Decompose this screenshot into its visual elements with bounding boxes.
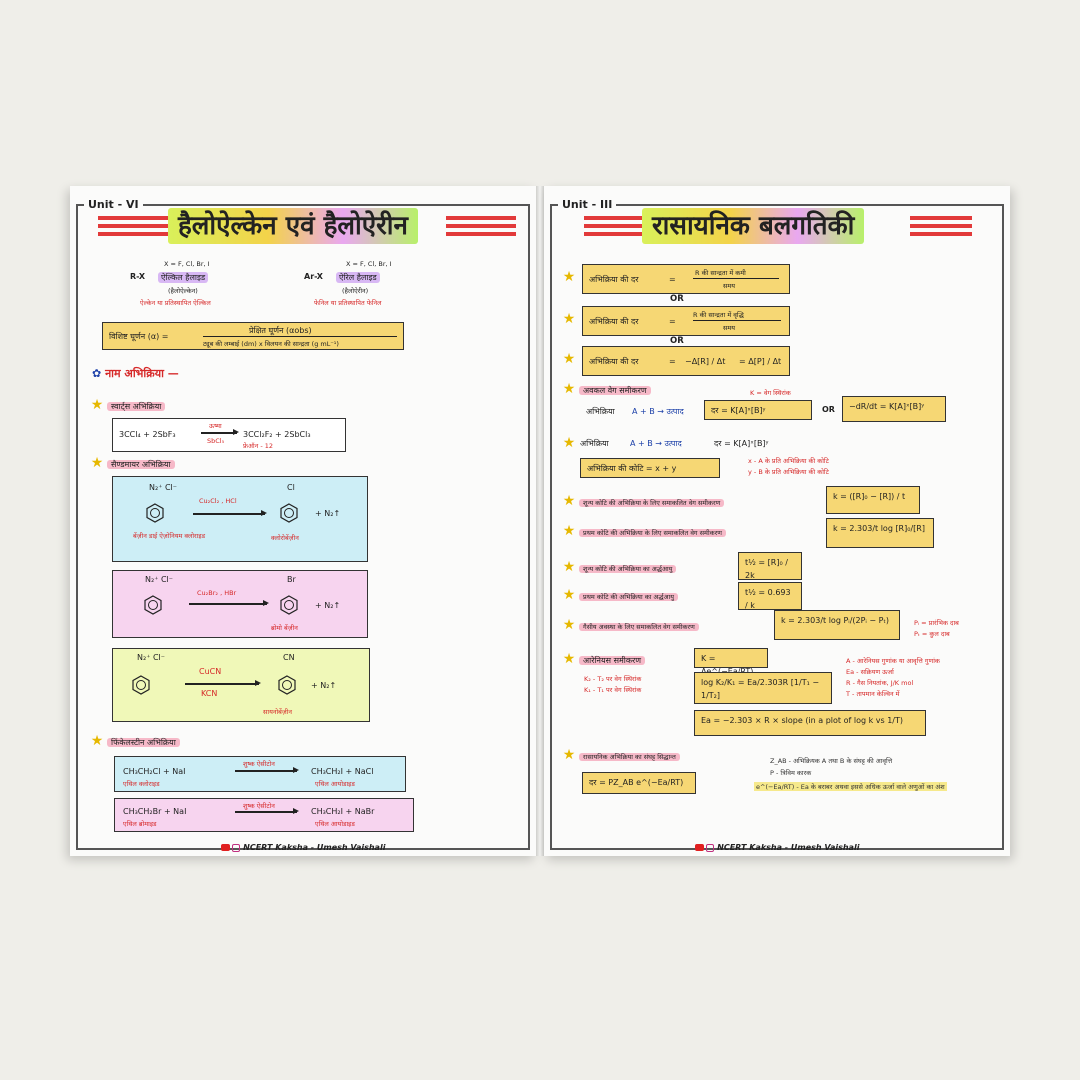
swarts-heading-text: स्वार्ट्स अभिक्रिया [107, 402, 165, 411]
star-icon: ★ [90, 455, 104, 471]
unit-label: Unit - VI [84, 198, 143, 211]
first-order-int-text: प्रथम कोटि की अभिक्रिया के लिए समाकलित वेग समीकरण [579, 529, 726, 537]
or-label: OR [822, 405, 835, 414]
unit-label: Unit - III [558, 198, 616, 211]
reactant-label: N₂⁺ Cl⁻ [145, 575, 173, 584]
arx-name: ऐरिल हैलाइड [336, 272, 380, 283]
footer-text: NCERT Kaksha - Umesh Vaishali [243, 843, 386, 852]
rate-label: अभिक्रिया की दर [589, 317, 639, 326]
zero-order-int-formula: k = ([R]₀ − [R]) / t [826, 486, 920, 514]
swarts-lhs: 3CCl₄ + 2SbF₃ [119, 430, 176, 439]
left-page [70, 186, 536, 856]
named-reactions-text: नाम अभिक्रिया — [105, 367, 179, 380]
rx-name: ऐल्किल हैलाइड [158, 272, 208, 283]
arrhenius-left-note-2: K₁ - T₁ पर वेग स्थिरांक [584, 686, 642, 694]
benzene-ring-icon [143, 595, 163, 615]
differential-heading-text: अवकल वेग समीकरण [579, 386, 651, 395]
product-label: CN [283, 653, 295, 662]
reaction-label: अभिक्रिया [580, 439, 609, 448]
collision-heading [562, 748, 680, 762]
star-icon: ★ [562, 523, 576, 539]
bullet-icon: ✿ [92, 367, 102, 380]
specific-rotation-label: विशिष्ट घूर्णन (α) = [109, 332, 169, 341]
first-half-formula: t½ = 0.693 / k [738, 582, 802, 610]
fink-lhs-name: एथिल क्लोराइड [123, 780, 160, 788]
order-note-2: y - B के प्रति अभिक्रिया की कोटि [748, 468, 829, 476]
reagent-label-2: KCN [201, 689, 218, 698]
k-note: K = वेग स्थिरांक [750, 389, 791, 397]
star-icon: ★ [562, 269, 576, 285]
gas-formula: k = 2.303/t log Pᵢ/(2Pᵢ − Pₜ) [774, 610, 900, 640]
title-stripes-right [446, 216, 516, 236]
page-frame-right [528, 204, 530, 850]
star-icon: ★ [90, 733, 104, 749]
arrhenius-left-note-1: K₂ - T₂ पर वेग स्थिरांक [584, 675, 642, 683]
sandmeyer-heading-text: सैण्डमायर अभिक्रिया [107, 460, 175, 469]
reaction-arrow [193, 513, 265, 515]
specific-rotation-denominator: ट्यूब की लम्बाई (dm) x विलयन की सान्द्रता (g mL⁻¹) [203, 340, 339, 348]
star-icon: ★ [562, 351, 576, 367]
star-icon: ★ [562, 587, 576, 603]
swarts-note: फ्रेऑन - 12 [243, 442, 274, 450]
specific-rotation-box [102, 322, 404, 350]
product-name: क्लोरोबेंज़ीन [271, 534, 299, 542]
order-box: अभिक्रिया की कोटि = x + y [580, 458, 720, 478]
collision-note-3: e^(−Ea/RT) - Ea के बराबर अथवा इससे अधिक ऊर्जा वाले अणुओं का अंश [756, 783, 945, 791]
benzene-ring-icon [279, 503, 299, 523]
page-footer [544, 843, 1010, 852]
sandmeyer-reaction-2 [112, 570, 368, 638]
benzene-ring-icon [145, 503, 165, 523]
byproduct-label: + N₂↑ [311, 681, 337, 690]
fink-rhs: CH₃CH₂I + NaCl [311, 767, 374, 776]
finkelstein-reaction-2 [114, 798, 414, 832]
rate-denominator: समय [723, 324, 736, 332]
gas-note-1: Pᵢ = प्रारंभिक दाब [914, 619, 959, 627]
finkelstein-heading [90, 734, 180, 748]
rate-expression-1: −Δ[R] / Δt [685, 357, 726, 366]
arrhenius-right-note-1: A - आरेनियस गुणांक या आवृत्ति गुणांक [846, 657, 940, 665]
star-icon: ★ [562, 381, 576, 397]
named-reactions-heading [92, 366, 179, 381]
page-frame-right [1002, 204, 1004, 850]
byproduct-label: + N₂↑ [315, 601, 341, 610]
arx-x-values: X = F, Cl, Br, I [346, 260, 392, 268]
swarts-reaction-box [112, 418, 346, 452]
rx-alt: (हैलोऐल्केन) [168, 287, 198, 295]
benzene-ring-icon [277, 675, 297, 695]
star-icon: ★ [562, 559, 576, 575]
instagram-icon [706, 844, 714, 852]
zero-order-int-heading [562, 494, 724, 508]
rate-law-box-2: −dR/dt = K[A]ˣ[B]ʸ [842, 396, 946, 422]
reaction-arrow [235, 811, 297, 813]
reagent-label: Cu₂Cl₂ , HCl [199, 497, 237, 505]
product-label: Br [287, 575, 296, 584]
right-page [544, 186, 1010, 856]
zero-half-heading [562, 560, 676, 574]
rate-numerator: R की सान्द्रता में वृद्धि [693, 311, 744, 319]
zero-half-formula: t½ = [R]₀ / 2k [738, 552, 802, 580]
reaction-equation: A + B → उत्पाद [632, 407, 684, 416]
arrhenius-right-note-3: R - गैस नियतांक, J/K mol [846, 679, 914, 687]
fink-above: शुष्क ऐसीटोन [243, 802, 275, 810]
rx-x-values: X = F, Cl, Br, I [164, 260, 210, 268]
sandmeyer-reaction-1 [112, 476, 368, 562]
star-icon: ★ [562, 435, 576, 451]
page-frame-top [76, 204, 530, 206]
fink-lhs: CH₃CH₂Br + NaI [123, 807, 187, 816]
rx-desc: ऐल्केन या प्रतिस्थापित ऐल्किल [140, 299, 211, 307]
star-icon: ★ [562, 651, 576, 667]
page-title: हैलोऐल्केन एवं हैलोऐरीन [168, 208, 418, 244]
fraction-bar [693, 320, 781, 321]
arrhenius-formula-1: K = [694, 648, 768, 668]
reaction-label: अभिक्रिया [586, 407, 615, 416]
rate-expression-2: = Δ[P] / Δt [739, 357, 782, 366]
product-name: सायनोबेंज़ीन [263, 708, 292, 716]
fink-rhs-name: एथिल आयोडाइड [315, 820, 355, 828]
swarts-heading [90, 398, 165, 412]
benzene-ring-icon [279, 595, 299, 615]
specific-rotation-numerator: प्रेक्षित घूर्णन (αobs) [249, 326, 312, 335]
benzene-ring-icon [131, 675, 151, 695]
youtube-icon [695, 844, 704, 851]
order-note-1: x - A के प्रति अभिक्रिया की कोटि [748, 457, 829, 465]
rate-denominator: समय [723, 282, 736, 290]
reactant-label: N₂⁺ Cl⁻ [137, 653, 165, 662]
reagent-label: CuCN [199, 667, 222, 676]
page-frame-left [76, 204, 78, 850]
gas-heading [562, 618, 699, 632]
collision-note-2: P - त्रिविम कारक [770, 769, 812, 777]
star-icon: ★ [90, 397, 104, 413]
reaction-arrow [185, 683, 259, 685]
arx-desc: फेनिल या प्रतिस्थापित फेनिल [314, 299, 382, 307]
star-icon: ★ [562, 747, 576, 763]
product-label: Cl [287, 483, 295, 492]
arx-alt: (हैलोऐरीन) [342, 287, 369, 295]
first-order-int-formula: k = 2.303/t log [R]₀/[R] [826, 518, 934, 548]
first-order-int-heading [562, 524, 726, 538]
reaction-arrow [189, 603, 267, 605]
rx-formula: R-X [130, 272, 145, 281]
arrhenius-right-note-4: T - तापमान केल्विन में [846, 690, 900, 698]
rate-label: अभिक्रिया की दर [589, 275, 639, 284]
rate-definition-2 [582, 306, 790, 336]
gas-note-2: Pₜ = कुल दाब [914, 630, 950, 638]
equals-sign: = [669, 275, 676, 284]
arx-formula: Ar-X [304, 272, 323, 281]
arrhenius-formula-3: Ea = −2.303 × R × slope (in a plot of log k vs 1/T) [694, 710, 926, 736]
rate-label: अभिक्रिया की दर [589, 357, 639, 366]
reaction-arrow [201, 432, 237, 434]
youtube-icon [221, 844, 230, 851]
reaction-equation: A + B → उत्पाद [630, 439, 682, 448]
fraction-bar [203, 336, 397, 337]
collision-heading-text: रासायनिक अभिक्रिया का संघट्ट सिद्धान्त [579, 753, 680, 761]
fink-rhs: CH₃CH₂I + NaBr [311, 807, 375, 816]
fraction-bar [693, 278, 779, 279]
or-label: OR [670, 294, 684, 304]
swarts-below: SbCl₅ [207, 437, 225, 445]
title-stripes-left [98, 216, 168, 236]
reactant-label: N₂⁺ Cl⁻ [149, 483, 177, 492]
star-icon: ★ [562, 617, 576, 633]
first-half-text: प्रथम कोटि की अभिक्रिया का अर्द्धआयु [579, 593, 678, 601]
arrhenius-heading [562, 652, 645, 666]
fink-rhs-name: एथिल आयोडाइड [315, 780, 355, 788]
reagent-label: Cu₂Br₂ , HBr [197, 589, 237, 597]
footer-text: NCERT Kaksha - Umesh Vaishali [717, 843, 860, 852]
fink-lhs: CH₃CH₂Cl + NaI [123, 767, 186, 776]
arrhenius-right-note-2: Ea - सक्रियण ऊर्जा [846, 668, 894, 676]
collision-formula: दर = PZ_AB e^(−Ea/RT) [582, 772, 696, 794]
or-label: OR [670, 336, 684, 346]
page-title: रासायनिक बलगतिकी [642, 208, 864, 244]
reaction-arrow [235, 770, 297, 772]
rate-definition-1 [582, 264, 790, 294]
reactant-name: बेंज़ीन डाई ऐज़ोनियम क्लोराइड [133, 532, 206, 540]
product-name: ब्रोमो बेंज़ीन [271, 624, 298, 632]
page-footer [70, 843, 536, 852]
swarts-above: ऊष्मा [209, 422, 222, 430]
equals-sign: = [669, 317, 676, 326]
fink-above: शुष्क ऐसीटोन [243, 760, 275, 768]
page-frame-left [550, 204, 552, 850]
rate-numerator: R की सान्द्रता में कमी [695, 269, 746, 277]
equals-sign: = [669, 357, 676, 366]
swarts-rhs: 3CCl₂F₂ + 2SbCl₃ [243, 430, 311, 439]
zero-half-text: शून्य कोटि की अभिक्रिया का अर्द्धआयु [579, 565, 676, 573]
title-stripes-left [584, 216, 642, 236]
instagram-icon [232, 844, 240, 852]
rate-definition-3 [582, 346, 790, 376]
star-icon: ★ [562, 493, 576, 509]
rate-law: दर = K[A]ˣ[B]ʸ [714, 439, 769, 448]
title-stripes-right [910, 216, 972, 236]
arrhenius-formula-2: log K₂/K₁ = Ea/2.303R [1/T₁ − 1/T₂] [694, 672, 832, 704]
star-icon: ★ [562, 311, 576, 327]
finkelstein-heading-text: फिंकेलस्टीन अभिक्रिया [107, 738, 180, 747]
collision-note-1: Z_AB - अभिक्रियक A तथा B के संघट्ट की आवृत्ति [770, 757, 893, 765]
book-spine [536, 186, 544, 856]
sandmeyer-reaction-3 [112, 648, 370, 722]
rate-law-box: दर = K[A]ˣ[B]ʸ [704, 400, 812, 420]
fink-lhs-name: एथिल ब्रोमाइड [123, 820, 157, 828]
first-half-heading [562, 588, 678, 602]
title-area [70, 208, 536, 244]
page-frame-top [550, 204, 1004, 206]
differential-heading [562, 382, 651, 396]
gas-text: गैसीय अवस्था के लिए समाकलित वेग समीकरण [579, 623, 699, 631]
byproduct-label: + N₂↑ [315, 509, 341, 518]
arrhenius-heading-text: आरेनियस समीकरण [579, 656, 645, 665]
zero-order-int-text: शून्य कोटि की अभिक्रिया के लिए समाकलित वेग समीकरण [579, 499, 724, 507]
sandmeyer-heading [90, 456, 175, 470]
title-area [544, 208, 1010, 244]
finkelstein-reaction-1 [114, 756, 406, 792]
